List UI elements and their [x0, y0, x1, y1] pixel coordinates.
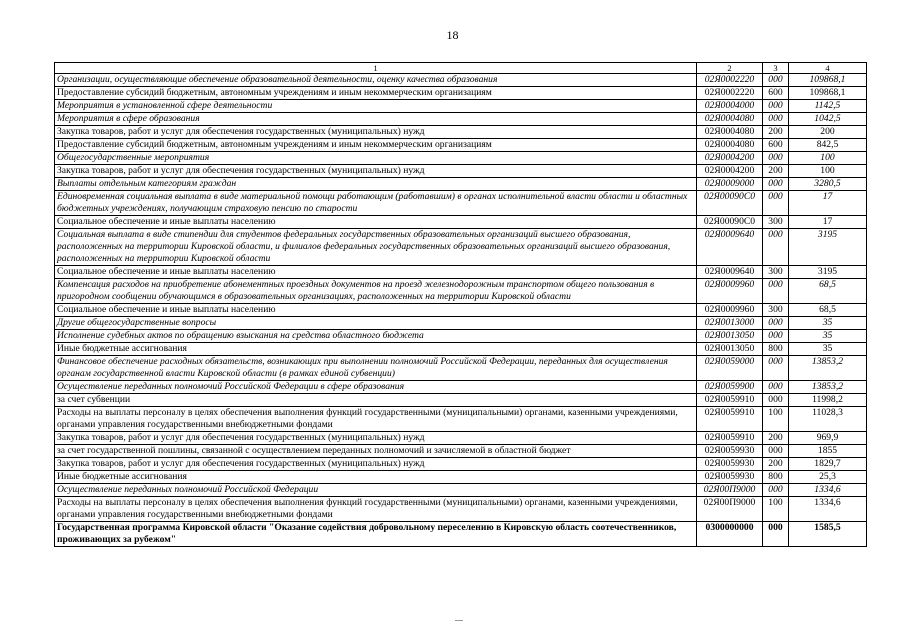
- row-type-cell: 000: [763, 191, 789, 216]
- table-row: [55, 100, 867, 113]
- row-name-cell: Закупка товаров, работ и услуг для обеспечения государственных (муниципальных) нужд: [55, 458, 697, 471]
- row-name-cell: Общегосударственные мероприятия: [55, 152, 697, 165]
- row-name-cell: Финансовое обеспечение расходных обязательств, возникающих при выполнении полномочий Российской Федерации, переданных для осуществления органам государственной власти Кировской области (в рамках единой субвенции): [55, 356, 697, 381]
- row-name-cell: Социальное обеспечение и иные выплаты населению: [55, 216, 697, 229]
- row-name-cell: Иные бюджетные ассигнования: [55, 343, 697, 356]
- row-code-cell: 02Я0009640: [697, 229, 763, 266]
- row-code-cell: 02Я0004200: [697, 152, 763, 165]
- row-name-cell: за счет государственной пошлины, связанной с осуществлением переданных полномочий и зачисляемой в областной бюджет: [55, 445, 697, 458]
- row-code-cell: 02Я0009960: [697, 279, 763, 304]
- row-sum-cell: 100: [789, 165, 867, 178]
- row-sum-cell: 35: [789, 343, 867, 356]
- row-type-cell: 000: [763, 279, 789, 304]
- row-name-cell: Осуществление переданных полномочий Российской Федерации в сфере образования: [55, 381, 697, 394]
- row-code-cell: 02Я00090С0: [697, 191, 763, 216]
- row-type-cell: 200: [763, 458, 789, 471]
- row-type-cell: 100: [763, 407, 789, 432]
- table-row: [55, 216, 867, 229]
- row-type-cell: 300: [763, 216, 789, 229]
- table-row: [55, 178, 867, 191]
- row-sum-cell: 109868,1: [789, 74, 867, 87]
- budget-table: [54, 62, 867, 547]
- row-name-cell: Компенсация расходов на приобретение абонементных проездных документов на проезд железнодорожным транспортом общего пользования в пригородном сообщении обучающимся в образовательных организациях, расположенных на территории Кировской области: [55, 279, 697, 304]
- row-sum-cell: 68,5: [789, 279, 867, 304]
- row-code-cell: 02Я0013000: [697, 317, 763, 330]
- table-row: [55, 317, 867, 330]
- column-header: 2: [697, 63, 763, 74]
- row-type-cell: 800: [763, 343, 789, 356]
- page-number: 18: [446, 28, 459, 42]
- row-sum-cell: 68,5: [789, 304, 867, 317]
- row-name-cell: Закупка товаров, работ и услуг для обеспечения государственных (муниципальных) нужд: [55, 432, 697, 445]
- table-row: [55, 126, 867, 139]
- row-code-cell: 02Я0059910: [697, 432, 763, 445]
- table-row: [55, 279, 867, 304]
- row-sum-cell: 1585,5: [789, 522, 867, 547]
- row-code-cell: 0300000000: [697, 522, 763, 547]
- row-sum-cell: 109868,1: [789, 87, 867, 100]
- row-code-cell: 02Я0009960: [697, 304, 763, 317]
- row-code-cell: 02Я0004080: [697, 139, 763, 152]
- row-sum-cell: 3195: [789, 229, 867, 266]
- row-name-cell: Осуществление переданных полномочий Российской Федерации: [55, 484, 697, 497]
- row-type-cell: 000: [763, 394, 789, 407]
- table-row: [55, 152, 867, 165]
- row-sum-cell: 11998,2: [789, 394, 867, 407]
- row-name-cell: Другие общегосударственные вопросы: [55, 317, 697, 330]
- row-type-cell: 200: [763, 432, 789, 445]
- row-code-cell: 02Я0059910: [697, 394, 763, 407]
- row-sum-cell: 3195: [789, 266, 867, 279]
- row-name-cell: Мероприятия в сфере образования: [55, 113, 697, 126]
- table-row: [55, 304, 867, 317]
- row-type-cell: 000: [763, 330, 789, 343]
- row-sum-cell: 13853,2: [789, 381, 867, 394]
- table-row: [55, 394, 867, 407]
- row-type-cell: 000: [763, 356, 789, 381]
- row-code-cell: 02Я0002220: [697, 74, 763, 87]
- row-code-cell: 02Я0059000: [697, 356, 763, 381]
- row-type-cell: 000: [763, 445, 789, 458]
- table-row: [55, 381, 867, 394]
- row-sum-cell: 1334,6: [789, 497, 867, 522]
- row-type-cell: 000: [763, 381, 789, 394]
- row-sum-cell: 17: [789, 216, 867, 229]
- row-type-cell: 600: [763, 139, 789, 152]
- table-row: [55, 87, 867, 100]
- table-row: [55, 432, 867, 445]
- row-name-cell: Социальное обеспечение и иные выплаты населению: [55, 266, 697, 279]
- row-type-cell: 000: [763, 317, 789, 330]
- row-type-cell: 000: [763, 229, 789, 266]
- row-type-cell: 000: [763, 100, 789, 113]
- row-type-cell: 000: [763, 113, 789, 126]
- row-type-cell: 000: [763, 152, 789, 165]
- row-code-cell: 02Я0013050: [697, 343, 763, 356]
- row-code-cell: 02Я0004200: [697, 165, 763, 178]
- row-sum-cell: 17: [789, 191, 867, 216]
- row-sum-cell: 35: [789, 317, 867, 330]
- row-sum-cell: 200: [789, 126, 867, 139]
- row-name-cell: Организации, осуществляющие обеспечение образовательной деятельности, оценку качества образования: [55, 74, 697, 87]
- row-name-cell: Единовременная социальная выплата в виде материальной помощи работающим (работавшим) в органах исполнительной власти области и областных бюджетных учреждениях, получающим страховую пенсию по старости: [55, 191, 697, 216]
- table-row: [55, 74, 867, 87]
- row-sum-cell: 25,3: [789, 471, 867, 484]
- table-row: [55, 139, 867, 152]
- row-code-cell: 02Я0059900: [697, 381, 763, 394]
- row-name-cell: Иные бюджетные ассигнования: [55, 471, 697, 484]
- row-name-cell: Расходы на выплаты персоналу в целях обеспечения выполнения функций государственными (муниципальными) органами, казенными учреждениями, органами управления государственными внебюджетными фондами: [55, 497, 697, 522]
- table-row: [55, 229, 867, 266]
- table-row: [55, 497, 867, 522]
- row-sum-cell: 11028,3: [789, 407, 867, 432]
- row-sum-cell: 3280,5: [789, 178, 867, 191]
- row-type-cell: 000: [763, 74, 789, 87]
- table-row: [55, 356, 867, 381]
- row-sum-cell: 35: [789, 330, 867, 343]
- row-sum-cell: 13853,2: [789, 356, 867, 381]
- row-type-cell: 300: [763, 266, 789, 279]
- row-code-cell: 02Я0004080: [697, 126, 763, 139]
- table-row: [55, 266, 867, 279]
- table-row: [55, 343, 867, 356]
- row-sum-cell: 969,9: [789, 432, 867, 445]
- row-sum-cell: 1829,7: [789, 458, 867, 471]
- row-name-cell: Исполнение судебных актов по обращению взыскания на средства областного бюджета: [55, 330, 697, 343]
- row-name-cell: за счет субвенции: [55, 394, 697, 407]
- row-code-cell: 02Я0004080: [697, 113, 763, 126]
- table-row: [55, 471, 867, 484]
- row-code-cell: 02Я0004000: [697, 100, 763, 113]
- row-code-cell: 02Я0059930: [697, 445, 763, 458]
- row-code-cell: 02Я0059930: [697, 458, 763, 471]
- row-name-cell: Предоставление субсидий бюджетным, автономным учреждениям и иным некоммерческим организациям: [55, 139, 697, 152]
- row-code-cell: 02Я0009000: [697, 178, 763, 191]
- row-sum-cell: 1142,5: [789, 100, 867, 113]
- table-row: [55, 191, 867, 216]
- row-name-cell: Закупка товаров, работ и услуг для обеспечения государственных (муниципальных) нужд: [55, 126, 697, 139]
- row-code-cell: 02Я00090С0: [697, 216, 763, 229]
- page-mark: [455, 620, 463, 621]
- row-type-cell: 600: [763, 87, 789, 100]
- table-header-row: [55, 63, 867, 74]
- column-header: 3: [763, 63, 789, 74]
- row-name-cell: Расходы на выплаты персоналу в целях обеспечения выполнения функций государственными (муниципальными) органами, казенными учреждениями, органами управления государственными внебюджетными фондами: [55, 407, 697, 432]
- table-row: [55, 445, 867, 458]
- row-sum-cell: 1855: [789, 445, 867, 458]
- row-code-cell: 02Я0013050: [697, 330, 763, 343]
- row-code-cell: 02Я0002220: [697, 87, 763, 100]
- table-row: [55, 330, 867, 343]
- row-type-cell: 800: [763, 471, 789, 484]
- row-code-cell: 02Я0059910: [697, 407, 763, 432]
- table-row: [55, 458, 867, 471]
- row-type-cell: 200: [763, 165, 789, 178]
- row-type-cell: 300: [763, 304, 789, 317]
- column-header: 4: [789, 63, 867, 74]
- row-sum-cell: 842,5: [789, 139, 867, 152]
- row-code-cell: 02Я00П9000: [697, 484, 763, 497]
- row-name-cell: Государственная программа Кировской области "Оказание содействия добровольному переселению в Кировскую область соотечественников, проживающих за рубежом": [55, 522, 697, 547]
- column-header: 1: [55, 63, 697, 74]
- table-row: [55, 484, 867, 497]
- row-code-cell: 02Я0009640: [697, 266, 763, 279]
- row-code-cell: 02Я00П9000: [697, 497, 763, 522]
- row-type-cell: 100: [763, 497, 789, 522]
- table-row: [55, 407, 867, 432]
- table-row: [55, 522, 867, 547]
- row-name-cell: Предоставление субсидий бюджетным, автономным учреждениям и иным некоммерческим организациям: [55, 87, 697, 100]
- row-name-cell: Мероприятия в установленной сфере деятельности: [55, 100, 697, 113]
- row-name-cell: Социальное обеспечение и иные выплаты населению: [55, 304, 697, 317]
- row-type-cell: 000: [763, 178, 789, 191]
- row-name-cell: Выплаты отдельным категориям граждан: [55, 178, 697, 191]
- row-name-cell: Закупка товаров, работ и услуг для обеспечения государственных (муниципальных) нужд: [55, 165, 697, 178]
- table-row: [55, 113, 867, 126]
- row-name-cell: Социальная выплата в виде стипендии для студентов федеральных государственных образовательных организаций высшего образования, расположенных на территории Кировской области, и филиалов федеральных государственных образовательных организаций высшего образования, расположенных на территории Кировской области: [55, 229, 697, 266]
- row-type-cell: 000: [763, 522, 789, 547]
- row-type-cell: 200: [763, 126, 789, 139]
- row-sum-cell: 1334,6: [789, 484, 867, 497]
- row-sum-cell: 1042,5: [789, 113, 867, 126]
- row-type-cell: 000: [763, 484, 789, 497]
- row-code-cell: 02Я0059930: [697, 471, 763, 484]
- table-row: [55, 165, 867, 178]
- row-sum-cell: 100: [789, 152, 867, 165]
